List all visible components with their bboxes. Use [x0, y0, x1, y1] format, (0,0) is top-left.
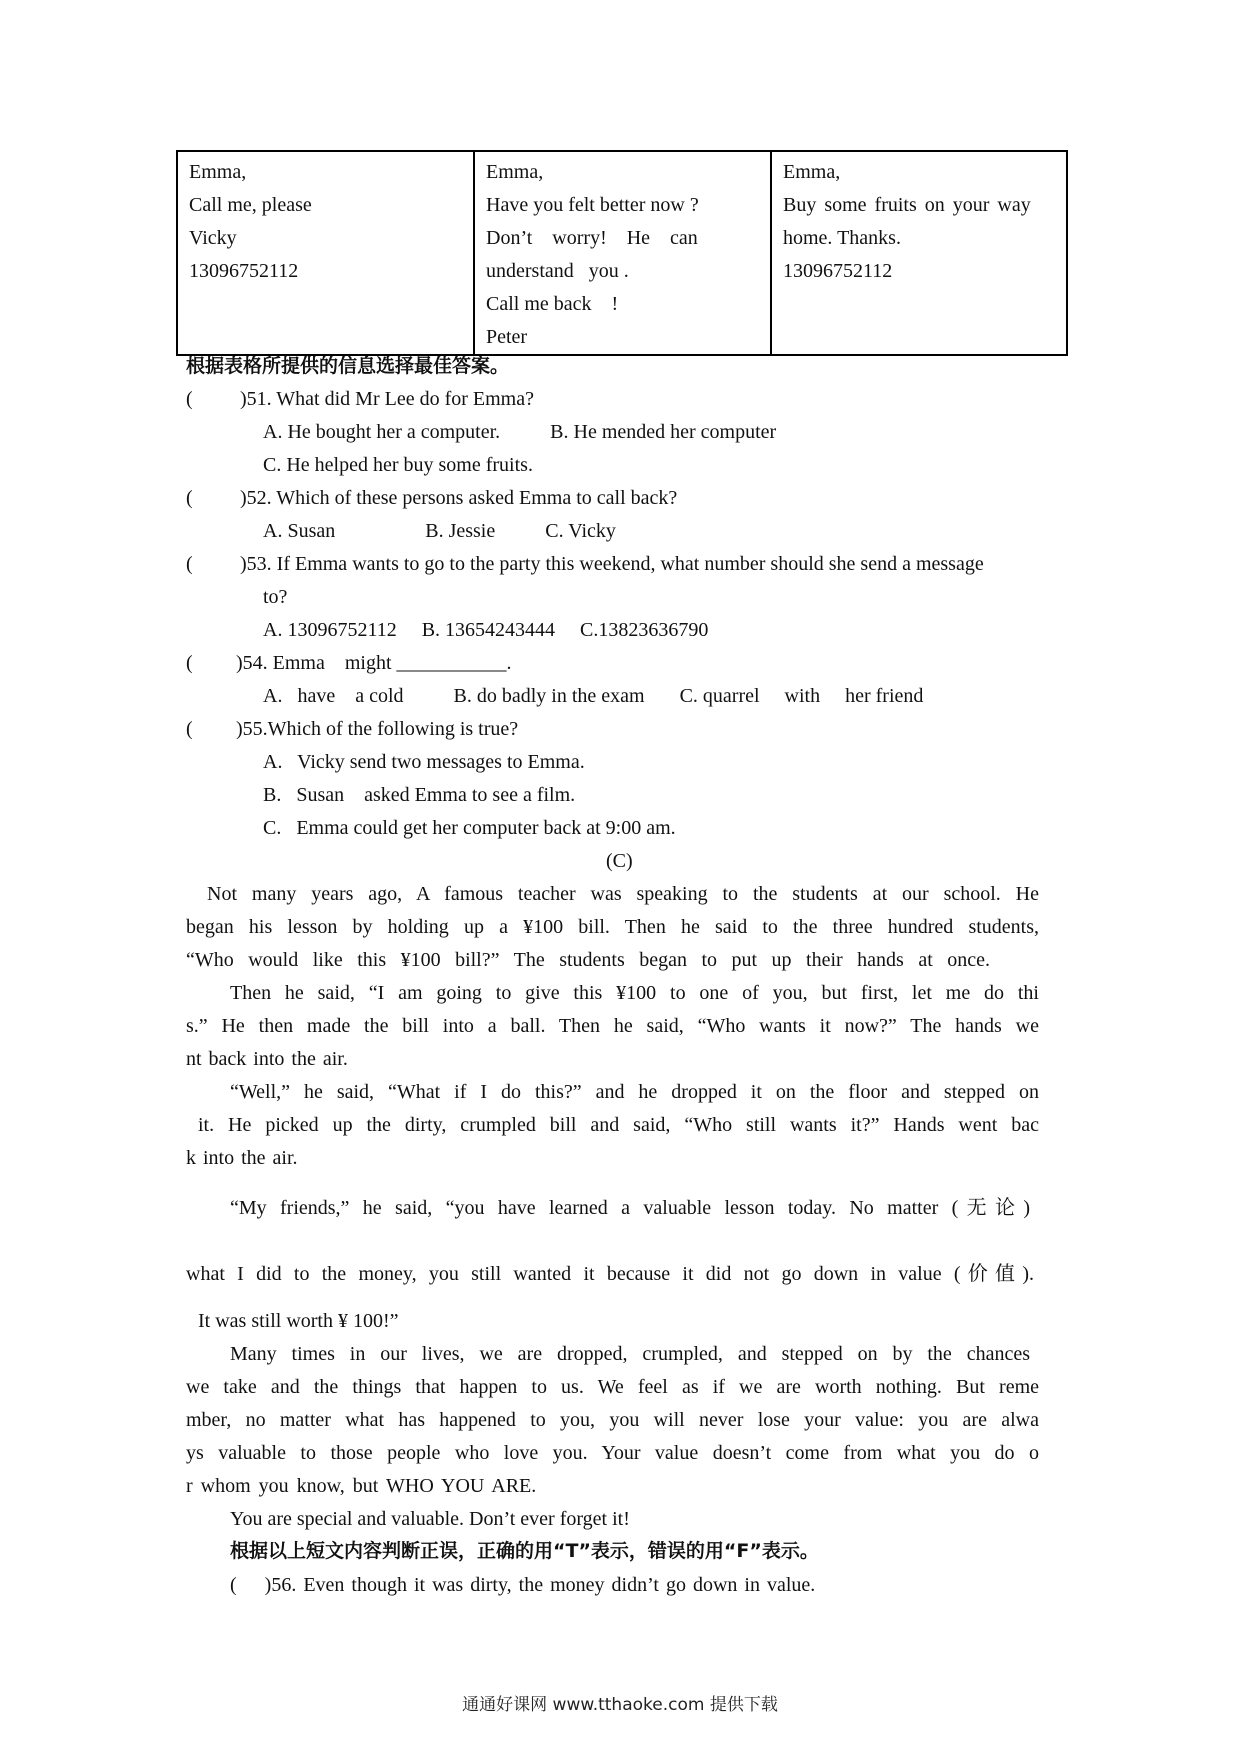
cell-line: Have you felt better now ?: [486, 194, 699, 216]
message-cell-3: [771, 151, 1067, 355]
passage-line: mber, no matter what has happened to you, you will never lose your value: you are alwa: [186, 1409, 1039, 1431]
option-line: A. Susan B. Jessie C. Vicky: [263, 520, 616, 542]
question-51: )51. What did Mr Lee do for Emma?: [240, 388, 534, 410]
option-line: A. He bought her a computer. B. He mended her computer: [263, 421, 777, 443]
cell-line: Don’t worry! He can: [486, 227, 698, 249]
passage-line: “Who would like this ¥100 bill?” The students began to put up their hands at once.: [186, 949, 990, 971]
cell-line: Peter: [486, 326, 528, 348]
option-line: A. Vicky send two messages to Emma.: [263, 751, 585, 773]
passage-line: what I did to the money, you still wanted it because it did not go down in value (价值).: [186, 1263, 1034, 1285]
answer-paren: (: [186, 487, 193, 509]
question-56: ( )56. Even though it was dirty, the money didn’t go down in value.: [230, 1574, 816, 1596]
question-53: )53. If Emma wants to go to the party this weekend, what number should she send a message: [240, 553, 984, 575]
message-cell-1: [177, 151, 474, 355]
cell-line: home. Thanks.: [783, 227, 901, 249]
option-line: C. He helped her buy some fruits.: [263, 454, 533, 476]
table-row: [177, 151, 1067, 355]
footer-source: 通通好课网 www.tthaoke.com 提供下载: [462, 1695, 778, 1715]
passage-line: s.” He then made the bill into a ball. Then he said, “Who wants it now?” The hands we: [186, 1015, 1039, 1037]
cell-line: Call me, please: [189, 194, 312, 216]
passage-line: It was still worth ¥ 100!”: [198, 1310, 399, 1332]
cell-line: 13096752112: [189, 260, 299, 282]
option-line: A. 13096752112 B. 13654243444 C.13823636790: [263, 619, 709, 641]
passage-line: it. He picked up the dirty, crumpled bill and said, “Who still wants it?” Hands went bac: [198, 1114, 1039, 1136]
cell-line: Call me back !: [486, 293, 619, 315]
passage-line: we take and the things that happen to us. We feel as if we are worth nothing. But reme: [186, 1376, 1039, 1398]
section-c-instruction: 根据以上短文内容判断正误，正确的用“T”表示，错误的用“F”表示。: [230, 1540, 819, 1562]
passage-line: “Well,” he said, “What if I do this?” and he dropped it on the floor and stepped on: [230, 1081, 1039, 1103]
passage-line: Not many years ago, A famous teacher was speaking to the students at our school. He: [207, 883, 1039, 905]
passage-line: Many times in our lives, we are dropped, crumpled, and stepped on by the chances: [230, 1343, 1030, 1365]
cell-line: 13096752112: [783, 260, 893, 282]
cell-line: understand you .: [486, 260, 629, 282]
passage-line: k into the air.: [186, 1147, 298, 1169]
answer-paren: (: [186, 652, 193, 674]
passage-line: nt back into the air.: [186, 1048, 348, 1070]
question-54: )54. Emma might ___________.: [236, 652, 512, 674]
answer-paren: (: [186, 388, 193, 410]
cell-line: Emma,: [486, 161, 544, 183]
answer-paren: (: [186, 553, 193, 575]
passage-line: Then he said, “I am going to give this ¥100 to one of you, but first, let me do thi: [230, 982, 1039, 1004]
cell-line: Emma,: [189, 161, 247, 183]
passage-line: r whom you know, but WHO YOU ARE.: [186, 1475, 537, 1497]
answer-paren: (: [186, 718, 193, 740]
message-cell-2: [474, 151, 771, 355]
passage-line: You are special and valuable. Don’t ever forget it!: [230, 1508, 630, 1530]
option-line: C. Emma could get her computer back at 9:00 am.: [263, 817, 676, 839]
option-line: A. have a cold B. do badly in the exam C. quarrel with her friend: [263, 685, 924, 707]
option-line: B. Susan asked Emma to see a film.: [263, 784, 576, 806]
section-b-instruction: 根据表格所提供的信息选择最佳答案。: [186, 355, 510, 377]
question-53-continued: to?: [263, 586, 288, 608]
question-52: )52. Which of these persons asked Emma to call back?: [240, 487, 678, 509]
cell-line: Vicky: [189, 227, 237, 249]
cell-line: Emma,: [783, 161, 841, 183]
passage-line: ys valuable to those people who love you. Your value doesn’t come from what you do o: [186, 1442, 1039, 1464]
passage-line: “My friends,” he said, “you have learned a valuable lesson today. No matter (无论): [230, 1197, 1030, 1219]
section-c-label: (C): [606, 850, 633, 872]
passage-line: began his lesson by holding up a ¥100 bill. Then he said to the three hundred students,: [186, 916, 1039, 938]
cell-line: Buy some fruits on your way: [783, 194, 1031, 216]
messages-table: [176, 150, 1068, 356]
question-55: )55.Which of the following is true?: [236, 718, 519, 740]
